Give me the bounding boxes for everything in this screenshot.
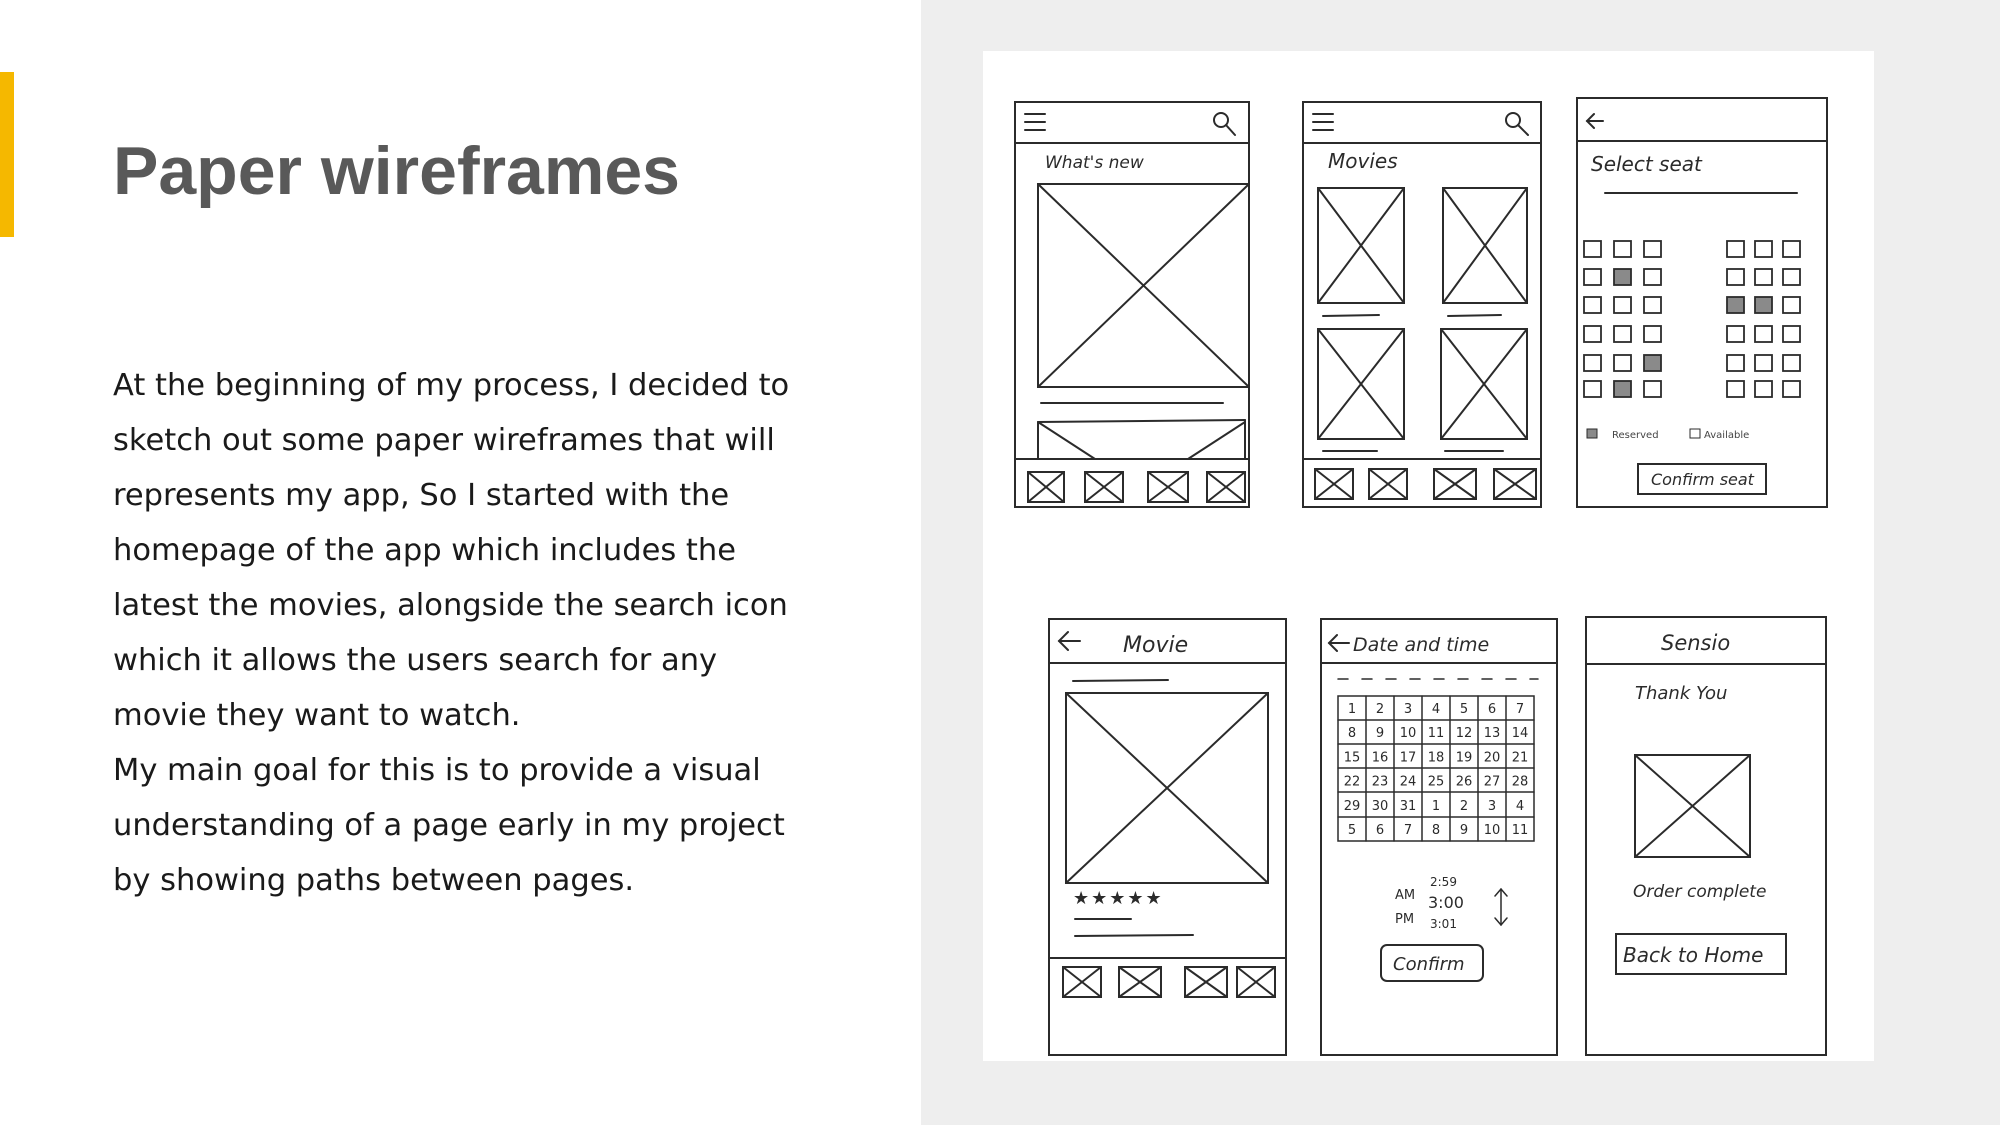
movie-heading: Movie [1123,633,1189,658]
time-next: 3:01 [1430,917,1457,931]
calendar-day: 21 [1511,750,1529,766]
calendar-day: 14 [1511,726,1529,742]
calendar-day: 13 [1483,726,1501,742]
date-heading: Date and time [1353,634,1490,656]
calendar-day: 24 [1399,774,1417,790]
calendar-day: 15 [1343,750,1361,766]
confirm-date-button: Confirm [1393,954,1465,975]
calendar-day: 22 [1343,774,1361,790]
calendar-day: 27 [1483,774,1501,790]
body-text [113,358,813,908]
time-prev: 2:59 [1430,875,1457,889]
calendar-day: 18 [1427,750,1445,766]
calendar-day: 6 [1487,702,1497,717]
calendar-day: 26 [1455,774,1473,790]
home-heading: What's new [1045,153,1144,173]
calendar-day: 17 [1399,750,1417,766]
calendar-day: 11 [1511,823,1529,838]
calendar-day: 9 [1375,726,1385,742]
calendar-day: 6 [1375,823,1385,838]
calendar-day: 5 [1459,702,1469,717]
slide-title: Paper wireframes [113,133,680,209]
calendar-day: 28 [1511,774,1529,790]
calendar-day: 10 [1483,823,1501,838]
rating-stars: ★★★★★ [1073,888,1164,909]
wireframe-sketch-photo [983,51,1874,1061]
calendar-day: 8 [1347,726,1357,742]
legend-reserved: Reserved [1612,430,1659,441]
calendar-day: 3 [1403,702,1413,717]
calendar-day: 9 [1459,823,1469,838]
calendar-day: 1 [1431,798,1441,814]
calendar-day: 25 [1427,774,1445,790]
calendar-day: 16 [1371,750,1389,766]
complete-heading: Sensio [1661,631,1731,655]
thank-you-text: Thank You [1635,683,1728,704]
pm-label: PM [1395,912,1415,927]
time-current: 3:00 [1428,893,1464,912]
order-complete-text: Order complete [1633,882,1767,902]
calendar-day: 29 [1343,798,1361,814]
calendar-day: 1 [1347,702,1357,717]
paragraph-goal: My main goal for this is to provide a visual understanding of a page early in my project by showing paths between pages. [113,753,785,898]
calendar-day: 19 [1455,750,1473,766]
confirm-seat-button: Confirm seat [1651,470,1754,489]
calendar-day: 10 [1399,726,1417,742]
back-home-button: Back to Home [1623,943,1764,967]
paragraph-process: At the beginning of my process, I decided to sketch out some paper wireframes that will represents my app, So I started with the homepage of the app which includes the latest the movies, alongside the search icon which it allows the users search for any movie they want to watch. [113,368,790,733]
calendar-day: 4 [1515,798,1525,814]
calendar-day: 7 [1515,702,1525,717]
calendar-day: 2 [1459,798,1469,814]
calendar-day: 31 [1399,798,1417,814]
am-label: AM [1395,888,1416,903]
calendar-day: 11 [1427,726,1445,742]
movies-heading: Movies [1328,149,1398,173]
seat-heading: Select seat [1591,152,1702,176]
calendar-day: 30 [1371,798,1389,814]
calendar-day: 12 [1455,726,1473,742]
accent-bar [0,72,14,237]
calendar-day: 7 [1403,823,1413,838]
legend-available: Available [1704,430,1750,441]
calendar-day: 23 [1371,774,1389,790]
calendar-day: 8 [1431,823,1441,838]
calendar-day: 20 [1483,750,1501,766]
calendar-day: 4 [1431,702,1441,717]
calendar-day: 3 [1487,798,1497,814]
calendar-day: 5 [1347,823,1357,838]
calendar-day: 2 [1375,702,1385,717]
